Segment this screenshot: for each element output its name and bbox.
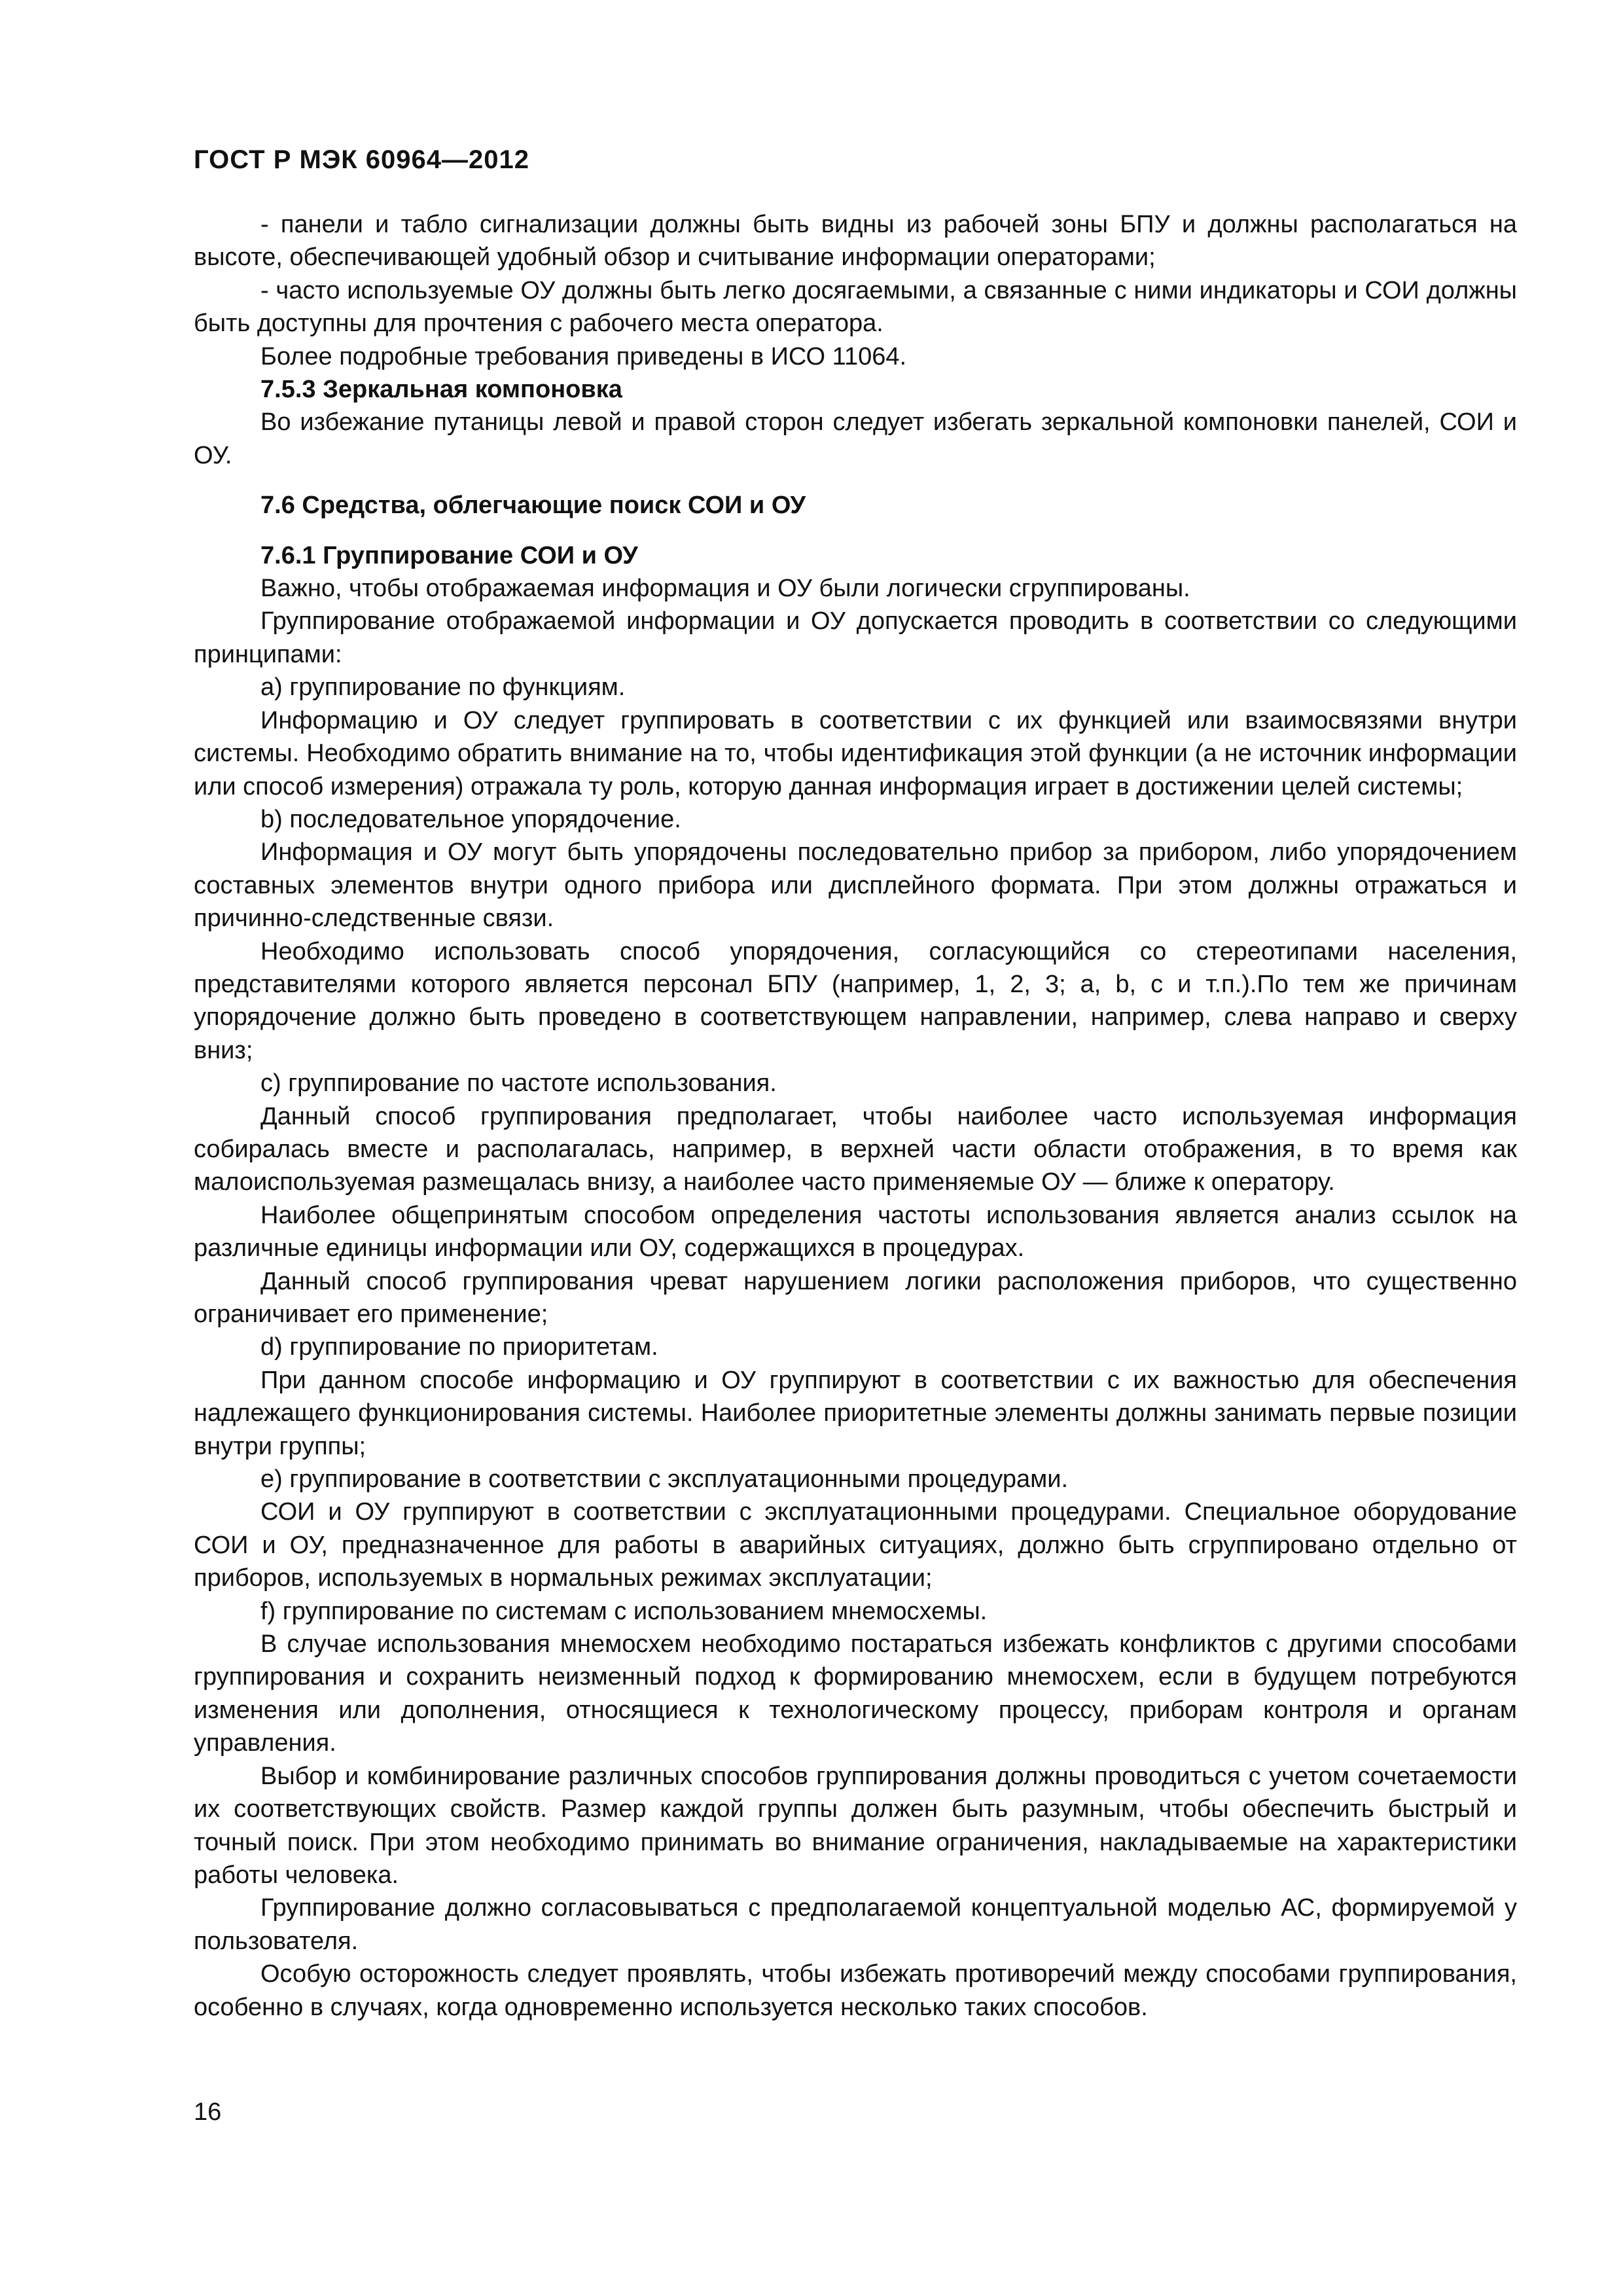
paragraph: Выбор и комбинирование различных способов группирования должны проводиться с учетом сочетаемости их соответствующих свойств. Размер каждой группы должен быть разумным, чтобы обеспечить быстрый и точный поиск. При этом необходимо принимать во внимание ограничения, накладываемые на характеристики работы человека. (194, 1762, 1517, 1889)
paragraph: Во избежание путаницы левой и правой сторон следует избегать зеркальной компоновки панелей, СОИ и ОУ. (194, 408, 1517, 469)
paragraph: Группирование отображаемой информации и ОУ допускается проводить в соответствии со следующими принципами: (194, 607, 1517, 668)
document-body (194, 208, 1517, 2024)
paragraph: Информацию и ОУ следует группировать в соответствии с их функцией или взаимосвязями внутри системы. Необходимо обратить внимание на то, чтобы идентификация этой функции (а не источник информации или способ измерения) отражала ту роль, которую данная информация играет в достижении целей системы; (194, 706, 1517, 800)
paragraph: Группирование должно согласовываться с предполагаемой концептуальной моделью АС, формируемой у пользователя. (194, 1894, 1517, 1955)
list-item: c) группирование по частоте использования. (260, 1069, 777, 1098)
paragraph: Наиболее общепринятым способом определения частоты использования является анализ ссылок на различные единицы информации или ОУ, содержащихся в процедурах. (194, 1201, 1517, 1263)
standard-header: ГОСТ Р МЭК 60964—2012 (194, 145, 530, 174)
paragraph: Данный способ группирования чреват нарушением логики расположения приборов, что существенно ограничивает его применение; (194, 1267, 1517, 1328)
paragraph: СОИ и ОУ группируют в соответствии с эксплуатационными процедурами. Специальное оборудование СОИ и ОУ, предназначенное для работы в аварийных ситуациях, должно быть сгруппировано отдельно от приборов, используемых в нормальных режимах эксплуатации; (194, 1498, 1517, 1592)
paragraph: - панели и табло сигнализации должны быть видны из рабочей зоны БПУ и должны располагаться на высоте, обеспечивающей удобный обзор и считывание информации операторами; (194, 211, 1517, 272)
paragraph: Информация и ОУ могут быть упорядочены последовательно прибор за прибором, либо упорядочением составных элементов внутри одного прибора или дисплейного формата. При этом должны отражаться и причинно-следственные связи. (194, 838, 1517, 933)
paragraph: При данном способе информацию и ОУ группируют в соответствии с их важностью для обеспечения надлежащего функционирования системы. Наиболее приоритетные элементы должны занимать первые позиции внутри группы; (194, 1366, 1517, 1460)
paragraph: Особую осторожность следует проявлять, чтобы избежать противоречий между способами группирования, особенно в случаях, когда одновременно используется несколько таких способов. (194, 1960, 1517, 2021)
paragraph: Необходимо использовать способ упорядочения, согласующийся со стереотипами населения, представителями которого является персонал БПУ (например, 1, 2, 3; a, b, c и т.п.).По тем же причинам упорядочение должно быть проведено в соответствующем направлении, например, слева направо и сверху вниз; (194, 937, 1517, 1064)
paragraph: Более подробные требования приведены в ИСО 11064. (260, 342, 907, 370)
subsection-heading: 7.5.3 Зеркальная компоновка (260, 376, 622, 404)
list-item: b) последовательное упорядочение. (260, 805, 681, 833)
subsection-heading: 7.6.1 Группирование СОИ и ОУ (260, 541, 638, 569)
paragraph: Данный способ группирования предполагает, чтобы наиболее часто используемая информация собиралась вместе и располагалась, например, в верхней части области отображения, в то время как малоиспользуемая размещалась внизу, а наиболее часто применяемые ОУ — ближе к оператору. (194, 1102, 1517, 1196)
list-item: d) группирование по приоритетам. (260, 1333, 658, 1361)
list-item: a) группирование по функциям. (260, 673, 626, 702)
section-heading: 7.6 Средства, облегчающие поиск СОИ и ОУ (260, 492, 806, 520)
page-number: 16 (194, 2098, 222, 2126)
paragraph: - часто используемые ОУ должны быть легко досягаемыми, а связанные с ними индикаторы и СОИ должны быть доступны для прочтения с рабочего места оператора. (194, 276, 1517, 338)
paragraph: В случае использования мнемосхем необходимо постараться избежать конфликтов с другими способами группирования и сохранить неизменный подход к формированию мнемосхем, если в будущем потребуются изменения или дополнения, относящиеся к технологическому процессу, приборам контроля и органам управления. (194, 1630, 1517, 1757)
paragraph: Важно, чтобы отображаемая информация и ОУ были логически сгруппированы. (260, 575, 1190, 603)
list-item: e) группирование в соответствии с эксплуатационными процедурами. (260, 1465, 1069, 1494)
list-item: f) группирование по системам с использованием мнемосхемы. (260, 1597, 988, 1625)
